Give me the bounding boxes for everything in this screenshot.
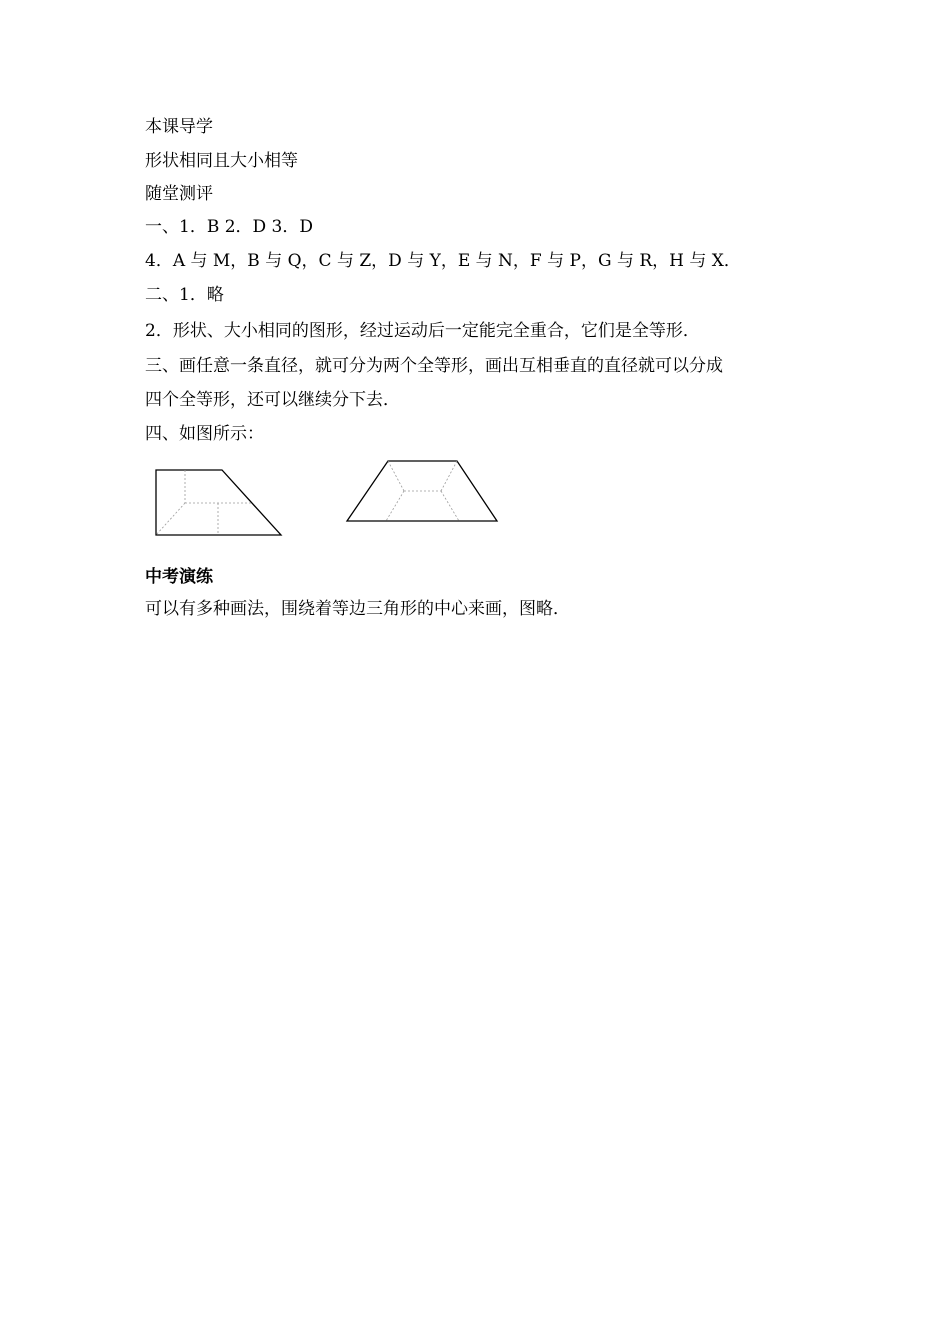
quiz-part1-line2: 4．A 与 M，B 与 Q，C 与 Z，D 与 Y，E 与 N，F 与 P，G 与 R，H 与 X． <box>145 251 741 271</box>
dashed-division-lines <box>156 470 251 535</box>
quiz-part2-line2: 2．形状、大小相同的图形，经过运动后一定能完全重合，它们是全等形． <box>145 321 700 341</box>
exam-answer: 可以有多种画法，围绕着等边三角形的中心来画，图略． <box>145 599 570 619</box>
figure-right-trapezoid <box>150 465 290 540</box>
quiz-part1-line1: 一、1．B 2．D 3．D <box>145 217 314 237</box>
figure-isosceles-trapezoid <box>340 455 505 530</box>
intro-heading: 本课导学 <box>145 117 213 137</box>
quiz-heading: 随堂测评 <box>145 184 213 204</box>
quiz-part3-line2: 四个全等形，还可以继续分下去． <box>145 390 400 410</box>
quiz-part4: 四、如图所示： <box>145 424 264 444</box>
intro-answer: 形状相同且大小相等 <box>145 151 298 171</box>
quiz-part2-line1: 二、1．略 <box>145 285 224 305</box>
dashed-division-lines <box>386 461 459 521</box>
exam-heading: 中考演练 <box>145 567 213 587</box>
quiz-part3-line1: 三、画任意一条直径，就可分为两个全等形，画出互相垂直的直径就可以分成 <box>145 356 723 376</box>
trapezoid-outline <box>156 470 281 535</box>
